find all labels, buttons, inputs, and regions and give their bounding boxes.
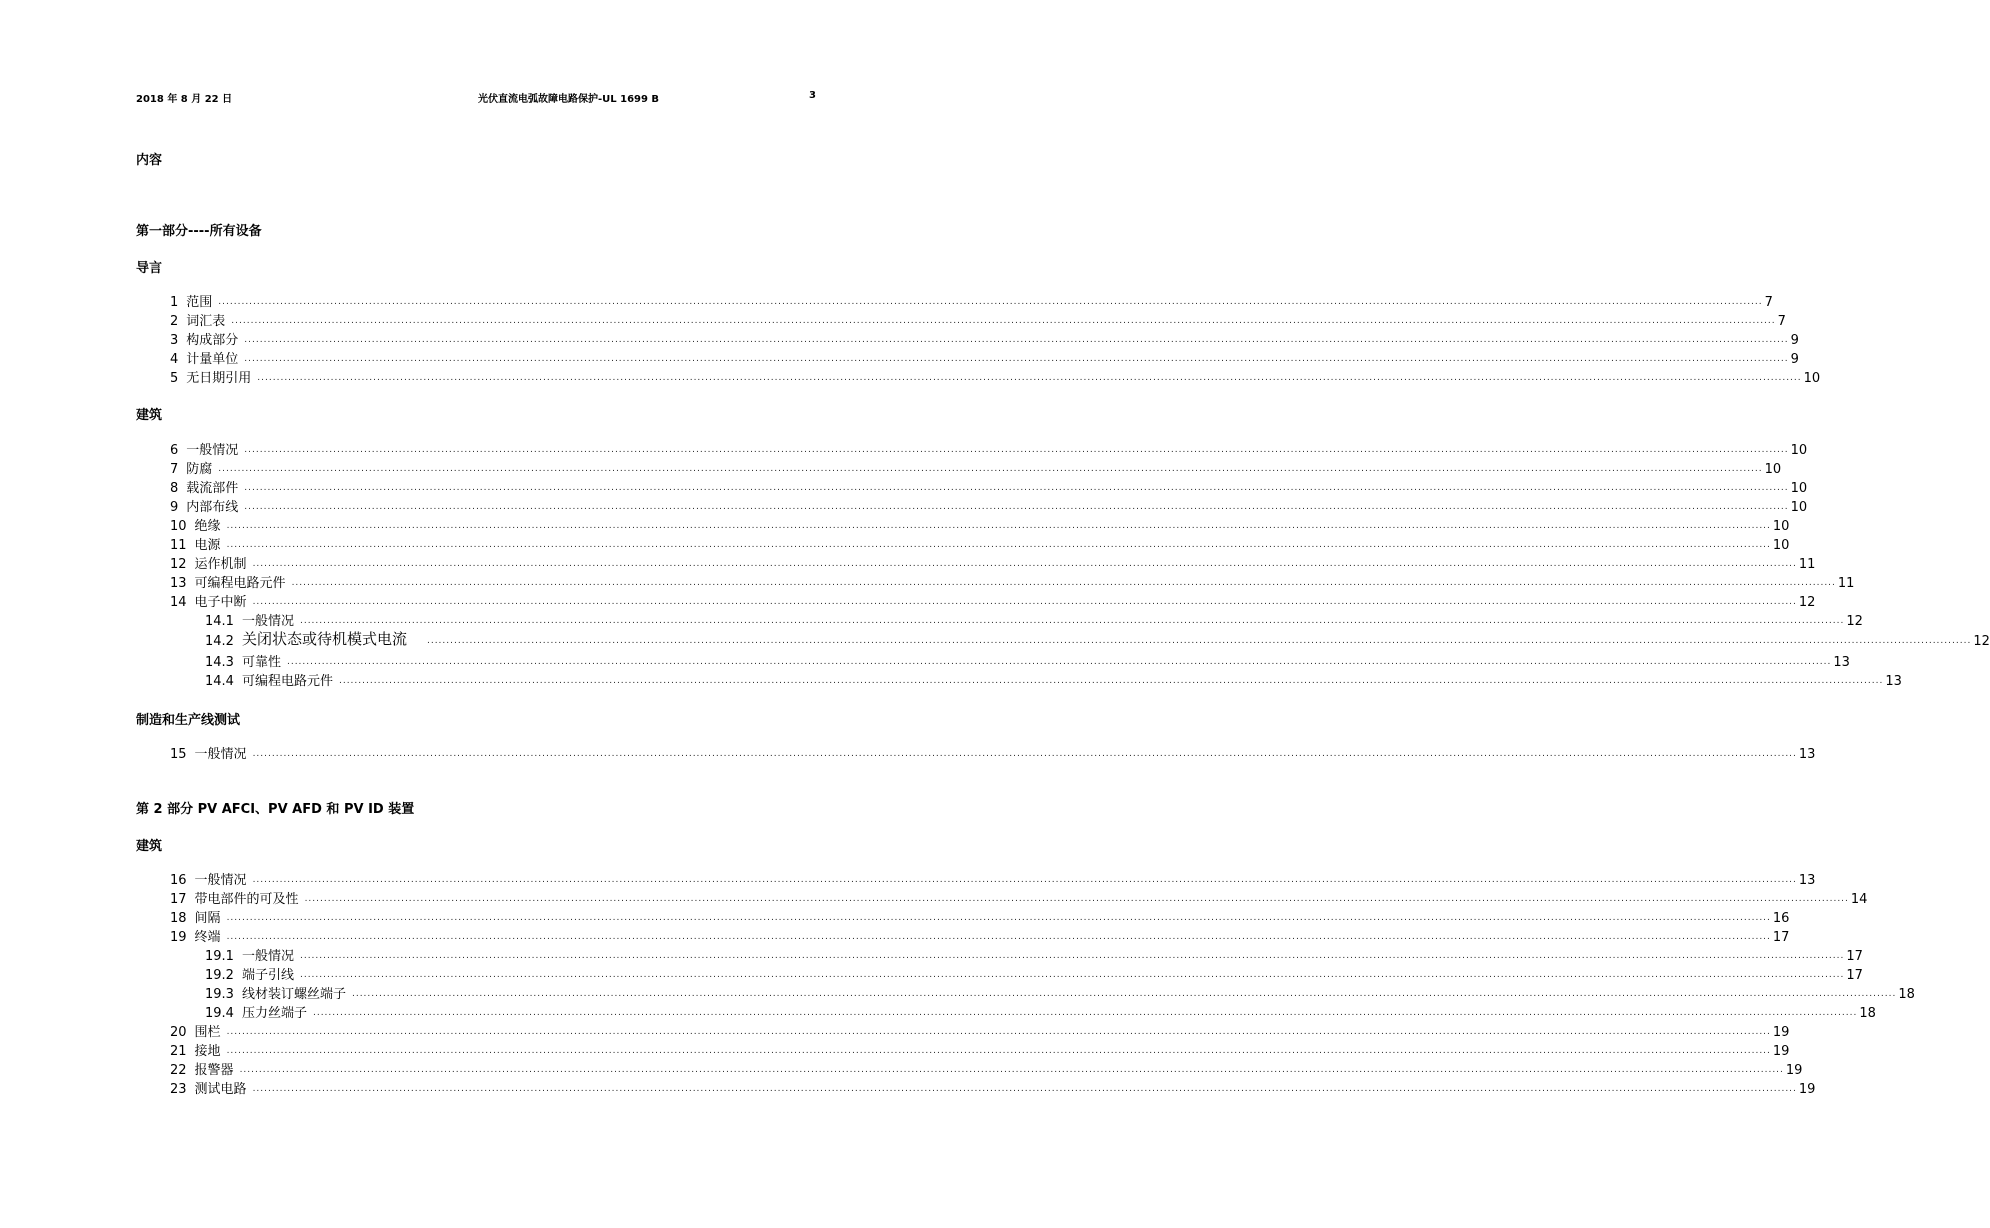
intro-heading: 导言 <box>136 261 163 276</box>
toc-entry[interactable]: 14 电子中断 ................................................................................................................................................................................................................................................................................................................................................................................................................ 12 <box>170 595 1816 610</box>
dot-leader: ................................................................................................................................................................................................................................................................................................................................................................................................................ <box>231 316 1776 326</box>
dot-leader: ................................................................................................................................................................................................................................................................................................................................................................................................................ <box>244 354 1789 364</box>
toc-subentry[interactable]: 14.2 关闭状态或待机模式电流 ................................................................................................................................................................................................................................................................................................................................................................................................................ 12 <box>205 630 1990 649</box>
toc-entry[interactable]: 10 绝缘 ................................................................................................................................................................................................................................................................................................................................................................................................................ 10 <box>170 519 1790 534</box>
dot-leader: ................................................................................................................................................................................................................................................................................................................................................................................................................ <box>312 1008 1858 1018</box>
dot-leader: ................................................................................................................................................................................................................................................................................................................................................................................................................ <box>351 989 1897 999</box>
dot-leader: ................................................................................................................................................................................................................................................................................................................................................................................................................ <box>218 464 1763 474</box>
toc-entry[interactable]: 5 无日期引用 ................................................................................................................................................................................................................................................................................................................................................................................................................ 10 <box>170 371 1821 386</box>
toc-entry[interactable]: 2 词汇表 ................................................................................................................................................................................................................................................................................................................................................................................................................ 7 <box>170 314 1786 329</box>
toc-entry[interactable]: 20 围栏 ................................................................................................................................................................................................................................................................................................................................................................................................................ 19 <box>170 1025 1790 1040</box>
dot-leader: ................................................................................................................................................................................................................................................................................................................................................................................................................ <box>252 597 1797 607</box>
toc-entry[interactable]: 7 防腐 ................................................................................................................................................................................................................................................................................................................................................................................................................ 10 <box>170 462 1782 477</box>
dot-leader: ................................................................................................................................................................................................................................................................................................................................................................................................................ <box>244 502 1789 512</box>
toc-subentry[interactable]: 19.3 线材装订螺丝端子 ................................................................................................................................................................................................................................................................................................................................................................................................................ 18 <box>205 987 1915 1002</box>
toc-entry[interactable]: 9 内部布线 ................................................................................................................................................................................................................................................................................................................................................................................................................ 10 <box>170 500 1808 515</box>
dot-leader: ................................................................................................................................................................................................................................................................................................................................................................................................................ <box>299 951 1845 961</box>
header-date: 2018 年 8 月 22 日 <box>136 94 233 105</box>
toc-entry[interactable]: 19 终端 ................................................................................................................................................................................................................................................................................................................................................................................................................ 17 <box>170 930 1790 945</box>
dot-leader: ................................................................................................................................................................................................................................................................................................................................................................................................................ <box>252 559 1797 569</box>
dot-leader: ................................................................................................................................................................................................................................................................................................................................................................................................................ <box>226 932 1771 942</box>
header-page-number: 3 <box>809 90 816 101</box>
dot-leader: ................................................................................................................................................................................................................................................................................................................................................................................................................ <box>218 297 1763 307</box>
dot-leader: ................................................................................................................................................................................................................................................................................................................................................................................................................ <box>239 1065 1784 1075</box>
manufacturing-heading: 制造和生产线测试 <box>136 713 241 728</box>
dot-leader: ................................................................................................................................................................................................................................................................................................................................................................................................................ <box>299 970 1845 980</box>
toc-entry[interactable]: 21 接地 ................................................................................................................................................................................................................................................................................................................................................................................................................ 19 <box>170 1044 1790 1059</box>
toc-entry[interactable]: 3 构成部分 ................................................................................................................................................................................................................................................................................................................................................................................................................ 9 <box>170 333 1799 348</box>
dot-leader: ................................................................................................................................................................................................................................................................................................................................................................................................................ <box>244 335 1789 345</box>
toc-entry[interactable]: 4 计量单位 ................................................................................................................................................................................................................................................................................................................................................................................................................ 9 <box>170 352 1799 367</box>
dot-leader: ................................................................................................................................................................................................................................................................................................................................................................................................................ <box>299 616 1845 626</box>
part2-heading: 第 2 部分 PV AFCI、PV AFD 和 PV ID 装置 <box>136 802 415 817</box>
toc-entry[interactable]: 8 载流部件 ................................................................................................................................................................................................................................................................................................................................................................................................................ 10 <box>170 481 1808 496</box>
toc-subentry[interactable]: 14.3 可靠性 ................................................................................................................................................................................................................................................................................................................................................................................................................ 13 <box>205 655 1850 670</box>
toc-entry[interactable]: 18 间隔 ................................................................................................................................................................................................................................................................................................................................................................................................................ 16 <box>170 911 1790 926</box>
dot-leader: ................................................................................................................................................................................................................................................................................................................................................................................................................ <box>244 445 1789 455</box>
toc-subentry[interactable]: 19.1 一般情况 ................................................................................................................................................................................................................................................................................................................................................................................................................ 17 <box>205 949 1863 964</box>
toc-entry[interactable]: 6 一般情况 ................................................................................................................................................................................................................................................................................................................................................................................................................ 10 <box>170 443 1808 458</box>
toc-entry[interactable]: 16 一般情况 ................................................................................................................................................................................................................................................................................................................................................................................................................ 13 <box>170 873 1816 888</box>
header-title: 光伏直流电弧故障电路保护-UL 1699 B <box>478 94 660 105</box>
dot-leader: ................................................................................................................................................................................................................................................................................................................................................................................................................ <box>338 676 1884 686</box>
dot-leader: ................................................................................................................................................................................................................................................................................................................................................................................................................ <box>226 913 1771 923</box>
dot-leader: ................................................................................................................................................................................................................................................................................................................................................................................................................ <box>252 749 1797 759</box>
construction2-heading: 建筑 <box>136 839 163 854</box>
construction-heading: 建筑 <box>136 408 163 423</box>
dot-leader: ................................................................................................................................................................................................................................................................................................................................................................................................................ <box>226 521 1771 531</box>
dot-leader: ................................................................................................................................................................................................................................................................................................................................................................................................................ <box>426 636 1972 646</box>
toc-entry[interactable]: 11 电源 ................................................................................................................................................................................................................................................................................................................................................................................................................ 10 <box>170 538 1790 553</box>
toc-entry[interactable]: 1 范围 ................................................................................................................................................................................................................................................................................................................................................................................................................ 7 <box>170 295 1773 310</box>
toc-entry[interactable]: 13 可编程电路元件 ................................................................................................................................................................................................................................................................................................................................................................................................................ 11 <box>170 576 1855 591</box>
dot-leader: ................................................................................................................................................................................................................................................................................................................................................................................................................ <box>252 1084 1797 1094</box>
part1-heading: 第一部分----所有设备 <box>136 224 262 239</box>
toc-subentry[interactable]: 14.4 可编程电路元件 ................................................................................................................................................................................................................................................................................................................................................................................................................ 13 <box>205 674 1902 689</box>
toc-entry[interactable]: 23 测试电路 ................................................................................................................................................................................................................................................................................................................................................................................................................ 19 <box>170 1082 1816 1097</box>
dot-leader: ................................................................................................................................................................................................................................................................................................................................................................................................................ <box>252 875 1797 885</box>
toc-subentry[interactable]: 19.4 压力丝端子 ................................................................................................................................................................................................................................................................................................................................................................................................................ 18 <box>205 1006 1876 1021</box>
contents-heading: 内容 <box>136 153 163 168</box>
dot-leader: ................................................................................................................................................................................................................................................................................................................................................................................................................ <box>257 373 1802 383</box>
toc-entry[interactable]: 22 报警器 ................................................................................................................................................................................................................................................................................................................................................................................................................ 19 <box>170 1063 1803 1078</box>
dot-leader: ................................................................................................................................................................................................................................................................................................................................................................................................................ <box>291 578 1836 588</box>
dot-leader: ................................................................................................................................................................................................................................................................................................................................................................................................................ <box>226 540 1771 550</box>
dot-leader: ................................................................................................................................................................................................................................................................................................................................................................................................................ <box>304 894 1849 904</box>
toc-subentry[interactable]: 14.1 一般情况 ................................................................................................................................................................................................................................................................................................................................................................................................................ 12 <box>205 614 1863 629</box>
toc-entry[interactable]: 15 一般情况 ................................................................................................................................................................................................................................................................................................................................................................................................................ 13 <box>170 747 1816 762</box>
dot-leader: ................................................................................................................................................................................................................................................................................................................................................................................................................ <box>226 1046 1771 1056</box>
dot-leader: ................................................................................................................................................................................................................................................................................................................................................................................................................ <box>286 657 1832 667</box>
dot-leader: ................................................................................................................................................................................................................................................................................................................................................................................................................ <box>226 1027 1771 1037</box>
dot-leader: ................................................................................................................................................................................................................................................................................................................................................................................................................ <box>244 483 1789 493</box>
toc-entry[interactable]: 12 运作机制 ................................................................................................................................................................................................................................................................................................................................................................................................................ 11 <box>170 557 1816 572</box>
toc-subentry[interactable]: 19.2 端子引线 ................................................................................................................................................................................................................................................................................................................................................................................................................ 17 <box>205 968 1863 983</box>
toc-entry[interactable]: 17 带电部件的可及性 ................................................................................................................................................................................................................................................................................................................................................................................................................ 14 <box>170 892 1868 907</box>
